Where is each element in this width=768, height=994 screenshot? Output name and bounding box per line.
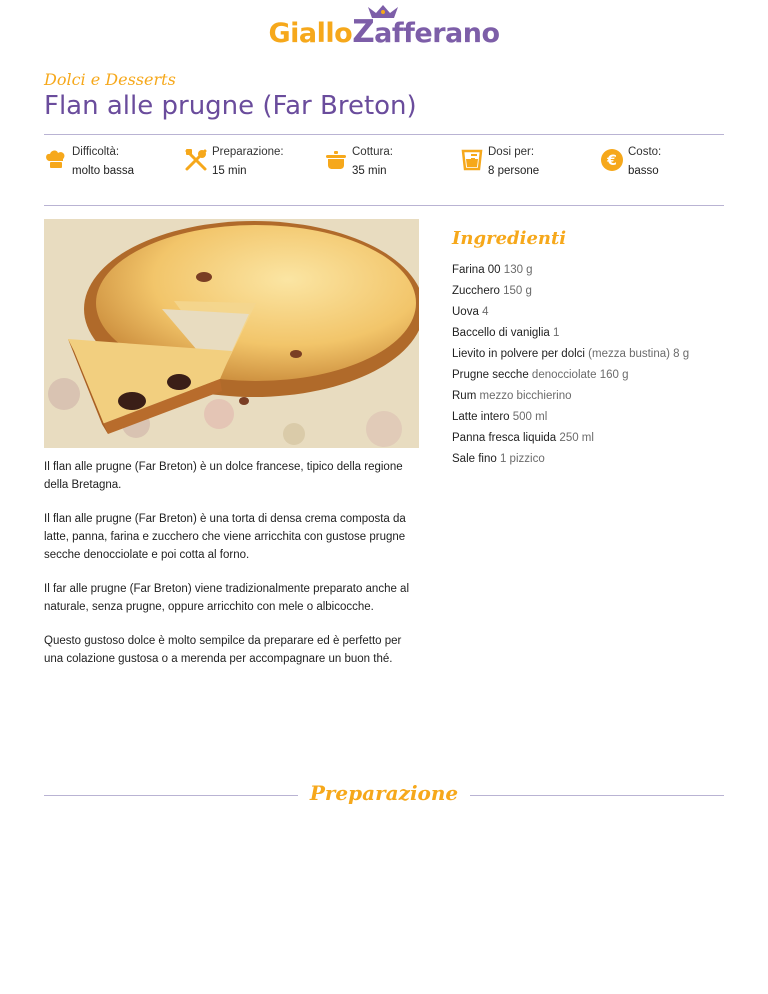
ingredient-item <box>452 285 689 306</box>
description-paragraph: Il flan alle prugne (Far Breton) è un dolce francese, tipico della regione della Bretagna. <box>44 461 403 491</box>
ingredient-quantity: denocciolate 160 g <box>531 369 629 381</box>
ingredient-item <box>452 264 689 285</box>
ingredient-item <box>452 390 689 411</box>
info-value: 15 min <box>212 165 247 177</box>
utensils-icon <box>184 148 208 172</box>
ingredient-name[interactable]: Farina 00 <box>452 264 501 276</box>
ingredient-quantity: 1 <box>553 327 560 339</box>
ingredient-name[interactable]: Lievito in polvere per dolci <box>452 348 585 360</box>
info-value: molto bassa <box>72 165 135 177</box>
measuring-cup-icon <box>460 148 484 172</box>
ingredient-name[interactable]: Rum <box>452 390 477 402</box>
divider <box>44 134 724 135</box>
info-value: 8 persone <box>488 165 540 177</box>
ingredient-quantity: 150 g <box>503 285 532 297</box>
description-paragraph: Il far alle prugne (Far Breton) viene tradizionalmente preparato anche al naturale, senza prugne, oppure arricchito con mele o albicocche. <box>44 583 410 613</box>
ingredients-list <box>452 264 689 474</box>
logo-wordmark: GialloZafferano <box>268 14 499 50</box>
recipe-description <box>44 458 419 684</box>
ingredient-name[interactable]: Zucchero <box>452 285 500 297</box>
info-value: 35 min <box>352 165 387 177</box>
ingredient-name[interactable]: Uova <box>452 306 479 318</box>
ingredient-quantity: 500 ml <box>512 411 548 423</box>
ingredient-name[interactable]: Prugne secche <box>452 369 529 381</box>
ingredient-item <box>452 432 689 453</box>
pot-icon <box>324 148 348 172</box>
info-label: Costo: <box>628 146 662 158</box>
site-logo[interactable] <box>0 8 768 56</box>
ingredient-name[interactable]: Sale fino <box>452 453 497 465</box>
description-paragraph: Il flan alle prugne (Far Breton) è una torta di densa crema composta da latte, panna, farina e zucchero che viene arricchita con gustose prugne secche denocciolate e poi cotta al forno. <box>44 513 406 561</box>
info-value: basso <box>628 165 659 177</box>
page-title: Flan alle prugne (Far Breton) <box>44 91 417 121</box>
ingredient-name[interactable]: Panna fresca liquida <box>452 432 557 444</box>
info-label: Preparazione: <box>212 146 284 158</box>
recipe-category[interactable]: Dolci e Desserts <box>44 70 176 89</box>
ingredient-item <box>452 306 689 327</box>
ingredient-item <box>452 411 689 432</box>
ingredient-quantity: 130 g <box>503 264 533 276</box>
info-label: Difficoltà: <box>72 146 120 158</box>
recipe-photo <box>44 219 419 448</box>
euro-icon <box>600 148 624 172</box>
ingredient-quantity: mezzo bicchierino <box>479 390 572 402</box>
ingredients-heading: Ingredienti <box>452 228 567 249</box>
ingredient-quantity: (mezza bustina) 8 g <box>588 348 690 360</box>
ingredient-item <box>452 327 689 348</box>
ingredient-quantity: 4 <box>482 306 489 318</box>
divider <box>44 795 298 796</box>
divider <box>470 795 724 796</box>
ingredient-name[interactable]: Latte intero <box>452 411 510 423</box>
description-paragraph: Questo gustoso dolce è molto sempilce da preparare ed è perfetto per una colazione gustosa o a merenda per accompagnare un buon thé. <box>44 635 402 665</box>
ingredient-quantity: 1 pizzico <box>499 453 545 465</box>
ingredient-quantity: 250 ml <box>559 432 594 444</box>
ingredient-item <box>452 348 689 369</box>
divider <box>44 205 724 206</box>
info-label: Dosi per: <box>488 146 535 158</box>
preparation-heading: Preparazione <box>309 781 459 805</box>
ingredient-item <box>452 453 689 474</box>
chef-hat-icon <box>44 148 68 172</box>
info-label: Cottura: <box>352 146 393 158</box>
crown-icon <box>366 4 400 20</box>
ingredient-name[interactable]: Baccello di vaniglia <box>452 327 550 339</box>
ingredient-item <box>452 369 689 390</box>
svg-text:€: € <box>607 153 617 169</box>
